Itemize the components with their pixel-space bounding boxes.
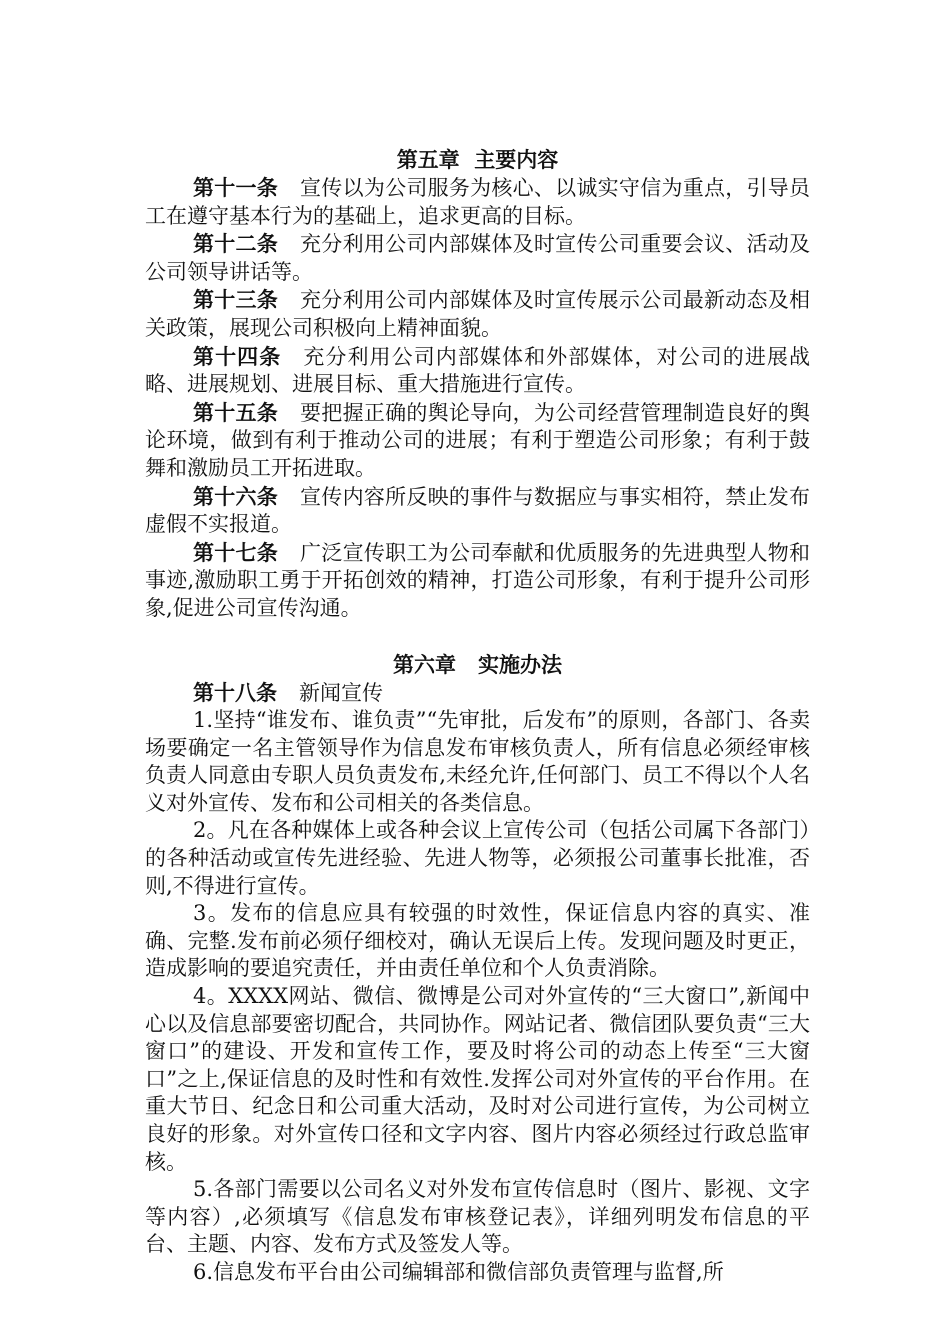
clause-2: 2。凡在各种媒体上或各种会议上宣传公司（包括公司属下各部门）的各种活动或宣传先进经验、先进人物等，必须报公司董事长批准，否则,不得进行宣传。 xyxy=(145,818,810,898)
article-17-label: 第十七条 xyxy=(193,539,279,565)
article-16-text: 宣传内容所反映的事件与数据应与事实相符，禁止发布虚假不实报道。 xyxy=(145,484,811,537)
article-11 xyxy=(145,174,810,230)
article-18-label: 第十八条 xyxy=(193,679,277,705)
article-15-label: 第十五条 xyxy=(193,399,279,425)
article-17-text: 广泛宣传职工为公司奉献和优质服务的先进典型人物和事迹,激励职工勇于开拓创效的精神，打造公司形象，有利于提升公司形象,促进公司宣传沟通。 xyxy=(145,540,811,620)
article-14-label: 第十四条 xyxy=(193,343,282,369)
article-12-label: 第十二条 xyxy=(193,231,279,257)
clause-4: 4。XXXX网站、微信、微博是公司对外宣传的“三大窗口”,新闻中心以及信息部要密切配合，共同协作。网站记者、微信团队要负责“三大窗口”的建设、开发和宣传工作，要及时将公司的动态上传至“三大窗口”之上,保证信息的及时性和有效性.发挥公司对外宣传的平台作用。在重大节日、纪念日和公司重大活动，及时对公司进行宣传，为公司树立良好的形象。对外宣传口径和文字内容、图片内容必须经过行政总监审核。 xyxy=(145,984,810,1174)
article-11-label: 第十一条 xyxy=(193,175,279,200)
article-16-label: 第十六条 xyxy=(193,483,279,509)
article-18 xyxy=(145,679,810,708)
article-16 xyxy=(145,483,810,539)
article-18-text: 新闻宣传 xyxy=(299,680,383,705)
article-13-text: 充分利用公司内部媒体及时宣传展示公司最新动态及相关政策，展现公司积极向上精神面貌。 xyxy=(145,288,811,340)
article-13-label: 第十三条 xyxy=(193,287,279,313)
clause-1: 1.坚持“谁发布、谁负责”“先审批，后发布”的原则，各部门、各卖场要确定一名主管领导作为信息发布审核负责人，所有信息必须经审核负责人同意由专职人员负责发布,未经允许,任何部门、员工不得以个人名义对外宣传、发布和公司相关的各类信息。 xyxy=(145,708,810,815)
article-14 xyxy=(145,343,810,399)
chapter-5-title: 第五章 主要内容 xyxy=(396,147,559,172)
article-14-text: 充分利用公司内部媒体和外部媒体，对公司的进展战略、进展规划、进展目标、重大措施进行宣传。 xyxy=(145,344,811,397)
clause-3: 3。发布的信息应具有较强的时效性，保证信息内容的真实、准确、完整.发布前必须仔细校对，确认无误后上传。发现问题及时更正，造成影响的要追究责任，并由责任单位和个人负责消除。 xyxy=(145,901,810,981)
chapter-6-title: 第六章 实施办法 xyxy=(393,651,562,677)
article-15 xyxy=(145,399,810,483)
article-13 xyxy=(145,286,810,342)
article-12-text: 充分利用公司内部媒体及时宣传公司重要会议、活动及公司领导讲话等。 xyxy=(145,232,811,284)
article-17 xyxy=(145,539,810,623)
document-page xyxy=(145,146,810,1287)
article-11-text: 宣传以为公司服务为核心、以诚实守信为重点，引导员工在遵守基本行为的基础上，追求更高的目标。 xyxy=(145,176,811,228)
article-15-text: 要把握正确的舆论导向，为公司经营管理制造良好的舆论环境，做到有利于推动公司的进展；有利于塑造公司形象；有利于鼓舞和激励员工开拓进取。 xyxy=(145,400,811,480)
clause-5: 5.各部门需要以公司名义对外发布宣传信息时（图片、影视、文字等内容）,必须填写《信息发布审核登记表》，详细列明发布信息的平台、主题、内容、发布方式及签发人等。 xyxy=(145,1177,810,1257)
article-12 xyxy=(145,230,810,286)
clause-6: 6.信息发布平台由公司编辑部和微信部负责管理与监督,所 xyxy=(193,1259,724,1284)
